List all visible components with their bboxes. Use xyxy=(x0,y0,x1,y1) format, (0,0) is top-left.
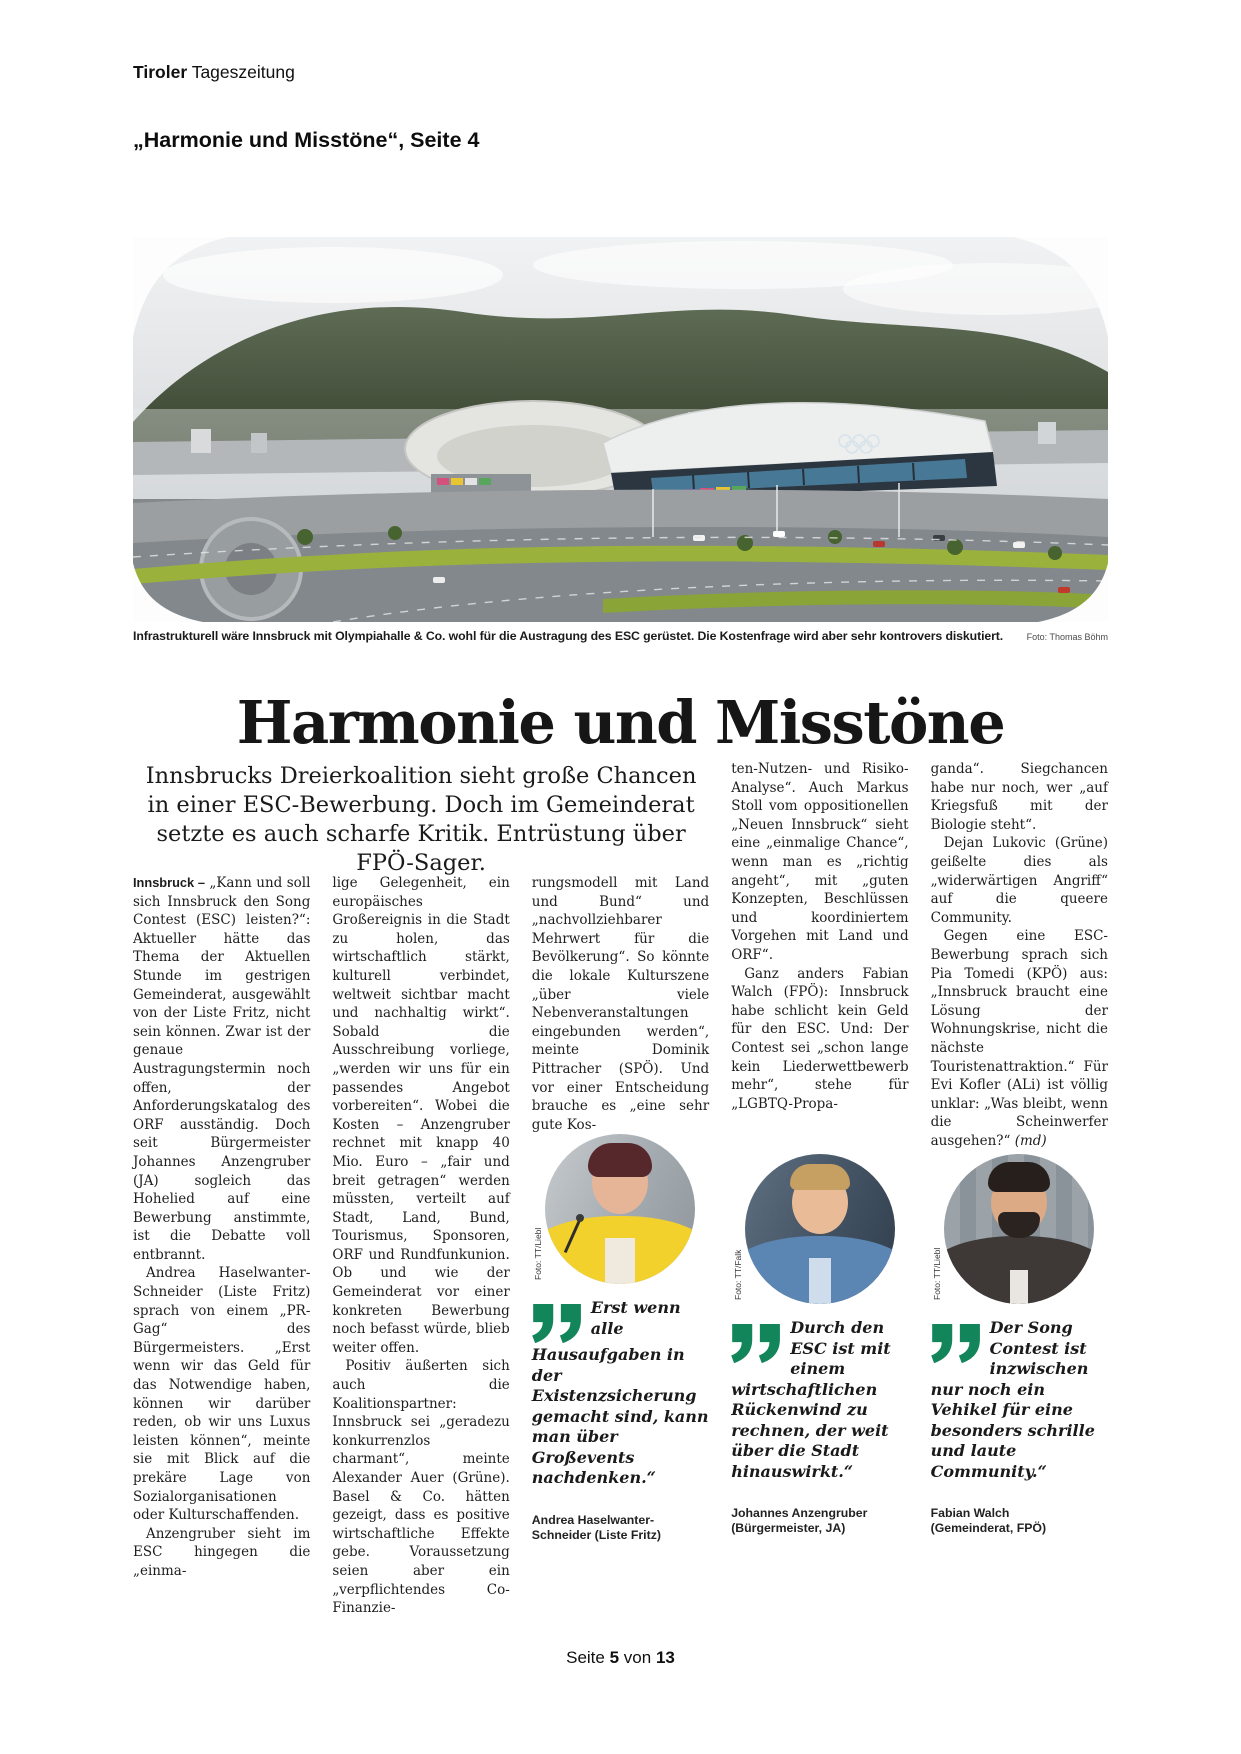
body-column-1 xyxy=(133,874,310,1618)
body-column-3 xyxy=(531,874,710,1542)
paragraph: Positiv äußerten sich auch die Koalitionspartner: Innsbruck sei „geradezu konkurrenzlos charmant“, meinte Alexander Auer (Grüne). Basel & Co. hätten gezeigt, dass es positive wirtschaftliche Effekte gebe. Voraussetzung seien aber ein „verpflichtendes Co-Finanzie- xyxy=(332,1358,510,1617)
portrait-anzengruber xyxy=(732,1154,895,1304)
masthead xyxy=(133,62,295,83)
quote-mark-icon xyxy=(731,1323,783,1365)
quote-author: Andrea Haselwanter- xyxy=(531,1512,655,1527)
paragraph: Anzengruber sieht im ESC hingegen die „einma- xyxy=(133,1525,311,1579)
photo-credit: Foto: Thomas Böhm xyxy=(1026,632,1108,642)
masthead-brand: Tiroler xyxy=(133,62,188,82)
photo-caption: Infrastrukturell wäre Innsbruck mit Olympiahalle & Co. wohl für die Austragung des ESC gerüstet. Die Kostenfrage wird aber sehr kontrovers diskutiert. xyxy=(133,629,1004,643)
masthead-suffix: Tageszeitung xyxy=(191,62,295,82)
footer-current-page: 5 xyxy=(609,1648,620,1667)
paragraph: Andrea Haselwanter-Schneider (Liste Fritz) sprach von einem „PR-Gag“ des Bürgermeisters. „Erst wenn wir das Geld für das Notwendige haben, können wir darüber reden, ob wir uns Luxus leisten können“, meinte sie mit Blick auf die prekäre Lage von Sozialorganisationen oder Kulturschaffenden. xyxy=(133,1265,311,1524)
author-abbreviation: (md) xyxy=(1014,1132,1047,1149)
paragraph-text: Gegen eine ESC-Bewerbung sprach sich Pia Tomedi (KPÖ) aus: „Innsbruck braucht eine Lösung der Wohnungskrise, nicht die nächste Touristenattraktion.“ Für Evi Kofler (ALi) ist völlig unklar: „Was bleibt, wenn die Scheinwerfer ausgehen?“ xyxy=(930,928,1108,1149)
quote-text: Der Song Contest ist inzwischen nur noch ein Vehikel für eine besonders schrille und laute Community.“ xyxy=(930,1318,1095,1481)
paragraph: lige Gelegenheit, ein europäisches Großereignis in die Stadt zu holen, das wirtschaftlich stärkt, kulturell verbindet, weltweit sichtbar macht und nachhaltig wirkt“. Sobald die Ausschreibung vorliege, „werden wir uns für ein passendes Angebot vorbereiten“. Wobei die Kosten – Anzengruber rechnet mit knapp 40 Mio. Euro – „fair und breit getragen“ werden müssten, verteilt auf Stadt, Land, Bund, Tourismus, Sponsoren, ORF und Rundfunkunion. Ob und wie der Gemeinderat vor einer konkreten Bewerbung noch befasst würde, blieb weiter offen. xyxy=(332,875,510,1356)
paragraph xyxy=(931,927,1108,1150)
article-headline: Harmonie und Misstöne xyxy=(236,687,1005,757)
quote-attribution xyxy=(532,1513,709,1543)
body-column-5 xyxy=(931,760,1108,1536)
portrait-walch xyxy=(932,1154,1094,1304)
quote-author-role: (Gemeinderat, FPÖ) xyxy=(930,1521,1047,1535)
article-body xyxy=(133,760,1108,1618)
paragraph-text: „Kann und soll sich Innsbruck den Song Contest (ESC) leisten?“: Aktueller hätte das Thema der Aktuellen Stunde im gestrigen Gemeinderat, ausgewählt von der Liste Fritz, nicht sein können. Zwar ist der genaue Austragungstermin noch offen, der Anforderungskatalog des ORF ausständig. Doch seit Bürgermeister Johannes Anzengruber (JA) sogleich das Hohelied auf eine Bewerbung anstimmte, ist die Debatte voll entbrannt. xyxy=(133,875,311,1263)
quote-attribution xyxy=(731,1506,908,1536)
article-standfirst: Innsbrucks Dreierkoalition sieht große Chancen in einer ESC-Bewerbung. Doch im Gemeinderat setzte es auch scharfe Kritik. Entrüstung über FPÖ-Sager. xyxy=(145,763,697,876)
article-reference-title: „Harmonie und Misstöne“, Seite 4 xyxy=(133,128,480,152)
portrait-haselwanter-schneider xyxy=(533,1134,695,1284)
quote-attribution xyxy=(931,1506,1108,1536)
footer-label-von: von xyxy=(623,1648,652,1667)
portrait-photo xyxy=(745,1154,895,1304)
quote-text: Erst wenn alle Hausaufgaben in der Existenzsicherung gemacht sind, kann man über Großevents nachdenken.“ xyxy=(531,1298,709,1488)
page-footer xyxy=(0,1648,1241,1668)
dateline: Innsbruck – xyxy=(133,875,205,890)
footer-total-pages: 13 xyxy=(655,1648,675,1667)
article-photo xyxy=(133,237,1108,622)
portrait-photo-credit: Foto: TT/Liebl xyxy=(932,1247,943,1300)
pull-quote-2 xyxy=(731,1318,908,1536)
pull-quote-1 xyxy=(532,1298,709,1543)
quote-author-role: Schneider (Liste Fritz) xyxy=(531,1527,661,1542)
paragraph: ten-Nutzen- und Risiko-Analyse“. Auch Markus Stoll vom oppositionellen „Neuen Innsbruck“ sieht eine „einmalige Chance“, wenn man es „richtig angeht“, mit „guten Konzepten, Beschlüssen und koordiniertem Vorgehen mit Land und ORF“. xyxy=(731,761,909,963)
portrait-photo xyxy=(944,1154,1094,1304)
quote-mark-icon xyxy=(532,1303,584,1345)
paragraph xyxy=(133,874,310,1264)
quote-text: Durch den ESC ist mit einem wirtschaftlichen Rückenwind zu rechnen, der weit über die Stadt hinauswirkt.“ xyxy=(731,1318,891,1481)
quote-mark-icon xyxy=(931,1323,983,1365)
footer-label: Seite xyxy=(566,1648,605,1667)
paragraph: ganda“. Siegchancen habe nur noch, wer „auf Kriegsfuß mit der Biologie steht“. xyxy=(930,761,1108,833)
paragraph: rungsmodell mit Land und Bund“ und „nachvollziehbarer Mehrwert für die Bevölkerung“. So könnte die lokale Kulturszene „über viele Nebenveranstaltungen eingebunden werden“, meinte Dominik Pittracher (SPÖ). Und vor einer Entscheidung brauche es „eine sehr gute Kos- xyxy=(531,875,710,1133)
quote-author-role: (Bürgermeister, JA) xyxy=(731,1521,846,1535)
paragraph: Dejan Lukovic (Grüne) geißelte dies als „widerwärtigen Angriff“ auf die queere Community. xyxy=(930,835,1108,926)
portrait-photo-credit: Foto: TT/Liebl xyxy=(533,1228,544,1281)
photo-block xyxy=(133,237,1108,643)
quote-author: Fabian Walch xyxy=(930,1506,1010,1520)
portrait-photo xyxy=(545,1134,695,1284)
pull-quote-3 xyxy=(931,1318,1108,1536)
body-column-4 xyxy=(731,760,908,1536)
portrait-photo-credit: Foto: TT/Falk xyxy=(732,1249,743,1300)
quote-author: Johannes Anzengruber xyxy=(731,1506,868,1520)
body-column-2 xyxy=(332,874,509,1618)
photo-caption-row xyxy=(133,629,1108,643)
paragraph: Ganz anders Fabian Walch (FPÖ): Innsbruck habe schlicht kein Geld für den ESC. Und: Der Contest sei „schon lange kein Liederwettbewerb mehr“, stehe für „LGBTQ-Propa- xyxy=(731,965,909,1112)
